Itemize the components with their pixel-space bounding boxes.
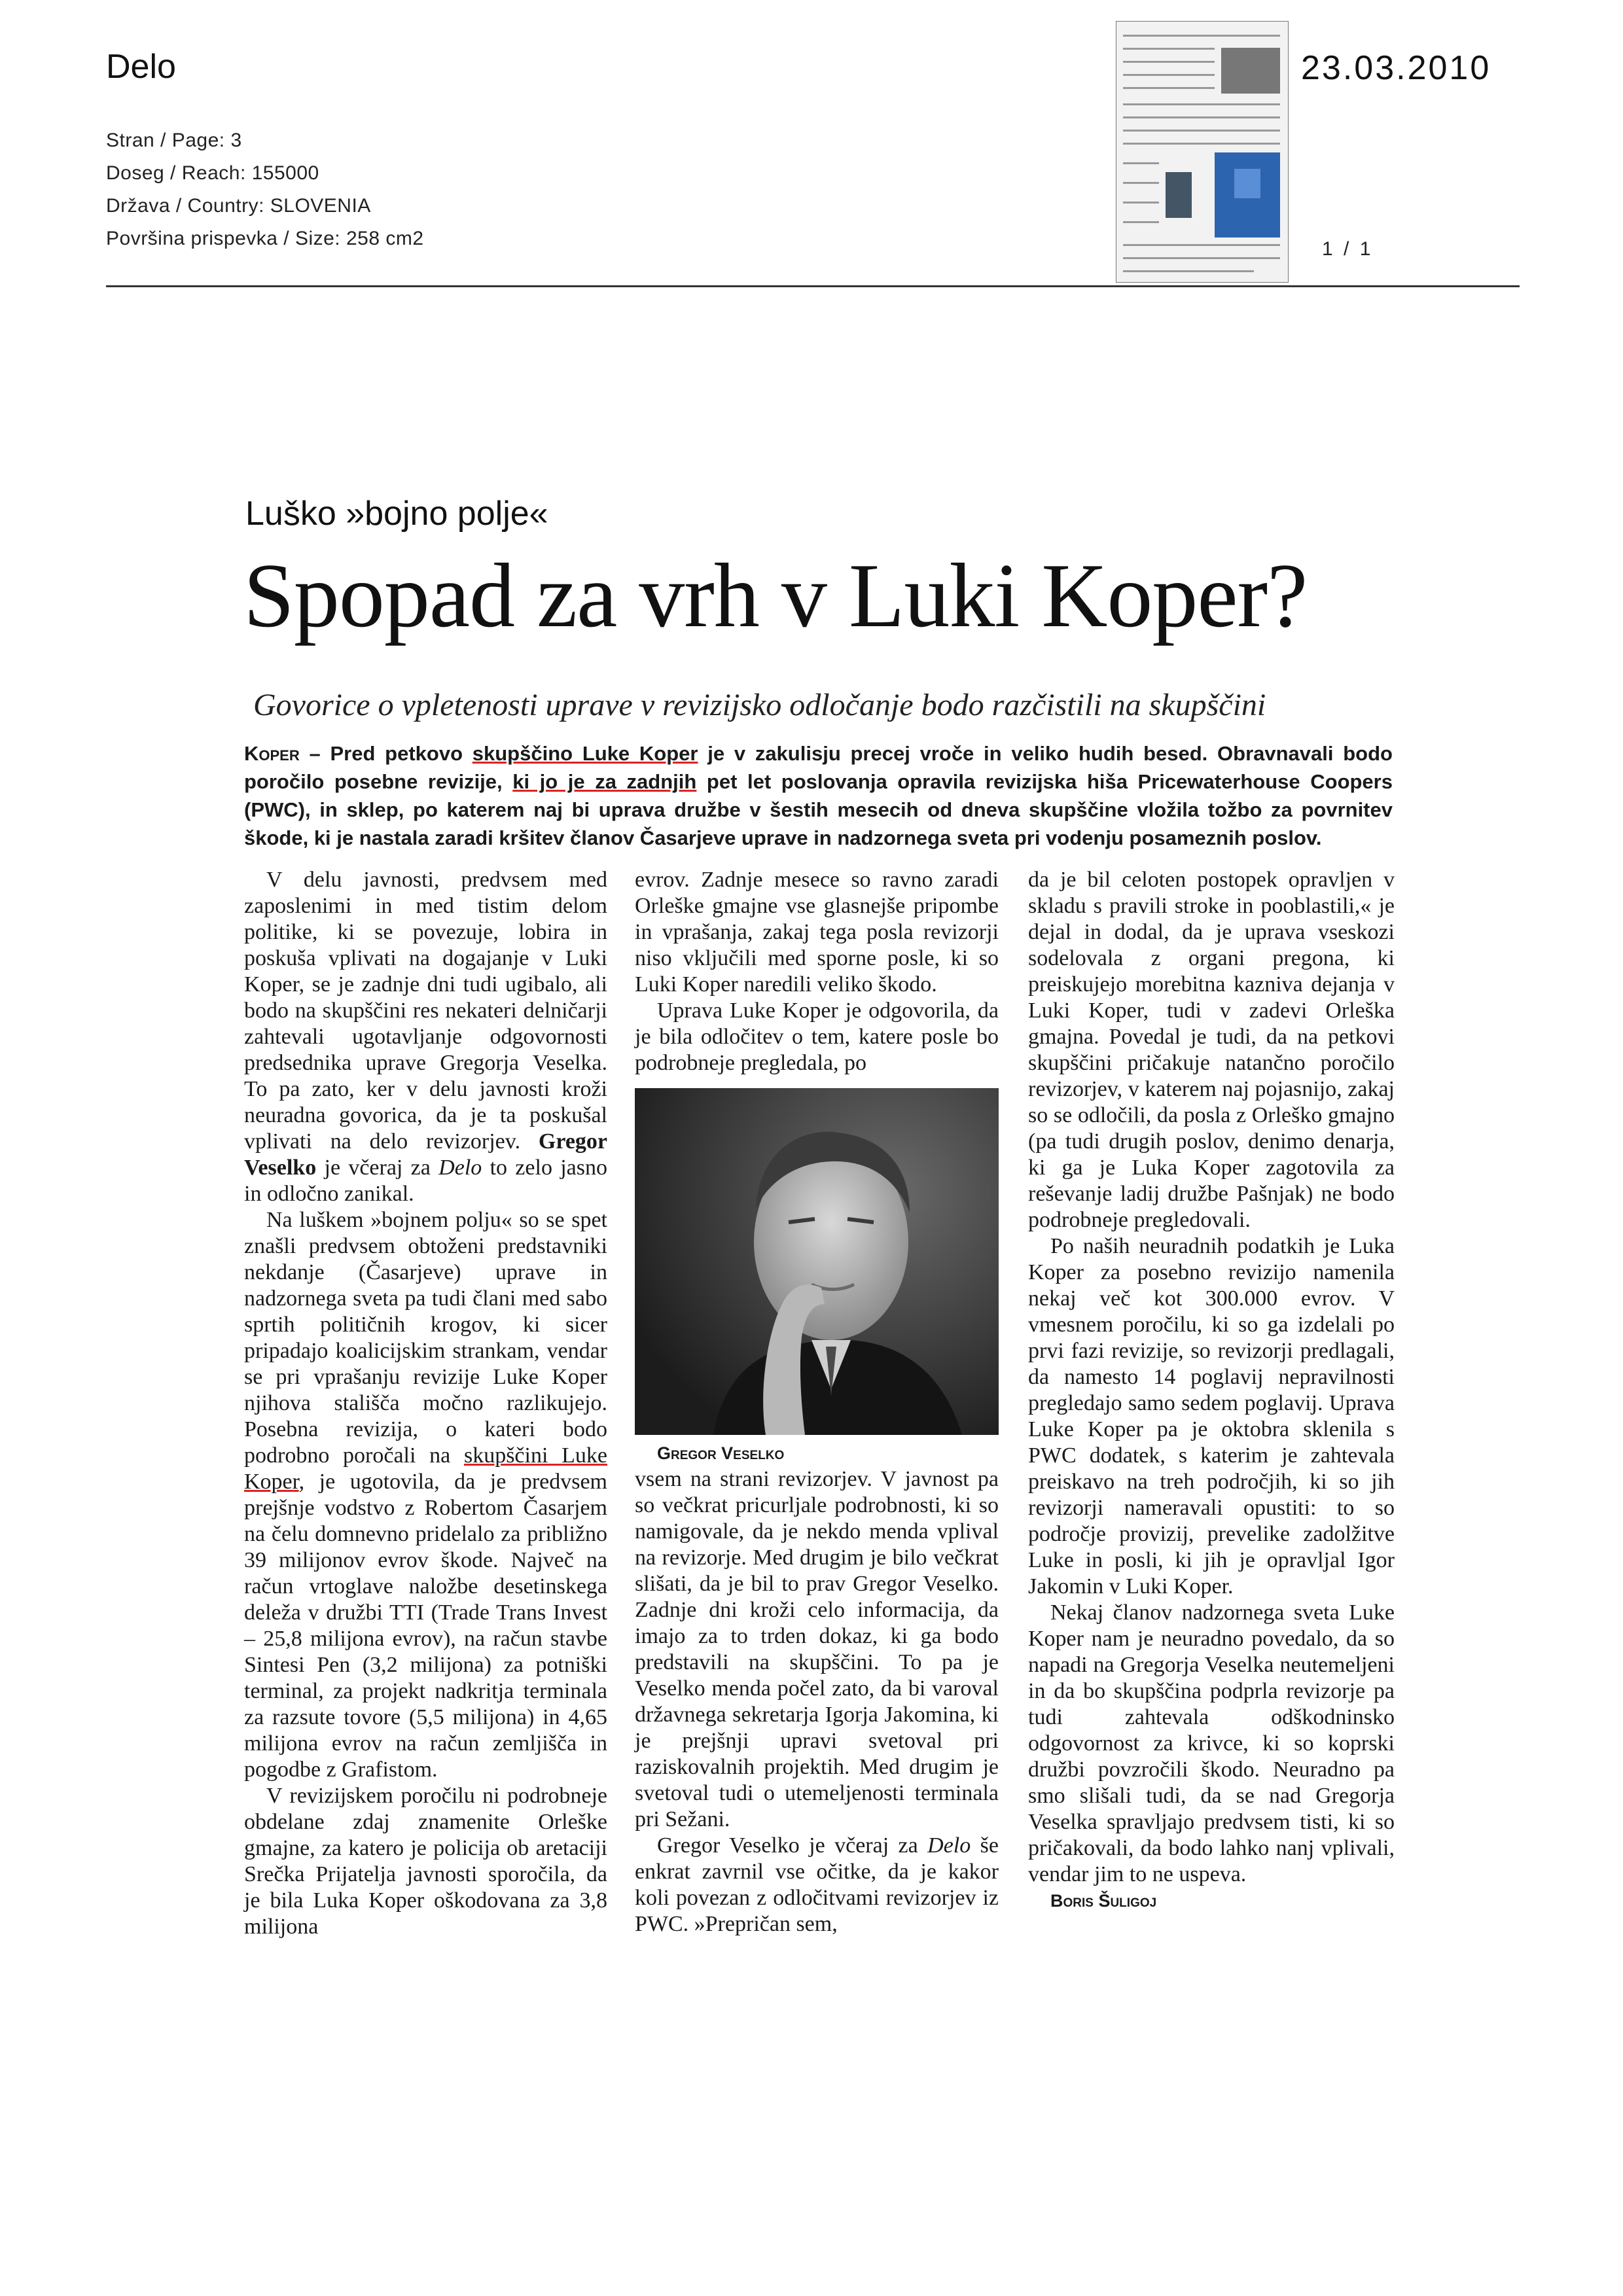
reach-line: Doseg / Reach: 155000 <box>106 162 319 184</box>
lead-text-1: – Pred petkovo <box>299 742 473 765</box>
country-line: Država / Country: SLOVENIA <box>106 195 371 217</box>
lead-text-2: je v zakulisju precej vroče in veliko hudih besed. Obravnavali bodo poročilo posebne revizije, <box>244 742 1393 793</box>
article-column-1 <box>244 867 607 1940</box>
lead-underlined-1: skupščino Luke Koper <box>472 742 698 765</box>
italic-delo: Delo <box>438 1156 482 1180</box>
size-line: Površina prispevka / Size: 258 cm2 <box>106 228 424 249</box>
bold-name: Gregor Veselko <box>244 1129 607 1180</box>
paragraph: evrov. Zadnje mesece so ravno zaradi Orleške gmajne vse glasnejše pripombe in vprašanja, zakaj tega posla revizorji niso vključili med sporne posle, ki so Luki Koper naredili veliko škodo. <box>635 868 999 997</box>
lead-text-3: pet let poslovanja opravila revizijska hiša Pricewaterhouse Coopers (PWC), in sklep, po katerem naj bi uprava družbe v šestih mesecih od dneva skupščine vložila tožbo za povrnitev škode, ki je nastala zaradi kršitev članov Časarjeve uprave in nadzornega sveta pri vodenju posameznih poslov. <box>244 770 1393 849</box>
article-kicker: Luško »bojno polje« <box>245 495 548 533</box>
paragraph: Na luškem »bojnem polju« so se spet znašli predvsem obtoženi predstavniki nekdanje (Časarjeve) uprave in nadzornega sveta pa tudi člani med sabo sprtih političnih krogov, ki sicer pripadajo koalicijskim strankam, vendar se pri vprašanju revizije Luke Koper njihova stališča močno razlikujejo. Posebna revizija, o kateri bodo podrobno poročali na skupščini Luke Koper, je ugotovila, da je predvsem prejšnje vodstvo z Robertom Časarjem na čelu domnevno pridelalo za približno 39 milijonov evrov škode. Največ na račun vrtoglave naložbe desetinskega deleža v družbi TTI (Trade Trans Invest – 25,8 milijona evrov), na račun stavbe Sintesi Pen (3,2 milijona) za potniški terminal, za projekt nadkritja terminala za razsute tovore (5,5 milijona) in 4,65 milijona evrov na račun zemljišča in pogodbe z Grafistom. <box>244 1208 607 1782</box>
publication-name: Delo <box>106 48 176 86</box>
photo-caption: Gregor Veselko <box>657 1443 785 1463</box>
page-line: Stran / Page: 3 <box>106 130 242 151</box>
article-column-2 <box>635 867 999 1937</box>
header-divider <box>106 285 1520 287</box>
article-lead <box>244 739 1393 852</box>
page-thumbnail <box>1116 21 1289 283</box>
clipping-metadata <box>106 124 424 255</box>
portrait-photo <box>635 1088 999 1435</box>
article-subhead: Govorice o vpletenosti uprave v revizijsko odločanje bodo razčistili na skupščini <box>253 688 1266 722</box>
issue-date: 23.03.2010 <box>1301 49 1491 87</box>
paragraph: Po naših neuradnih podatkih je Luka Koper za posebno revizijo namenila nekaj več kot 300.000 evrov. V vmesnem poročilu, ki so ga izdelali po prvi fazi revizije, so revizorji predlagali, da namesto 14 poglavij nepravilnosti pregledajo samo sedem poglavij. Uprava Luke Koper pa je oktobra sklenila s PWC dodatek, s katerim je zahtevala preiskavo na treh področjih, ki so jih revizorji nameravali opustiti: to so področje provizij, prevelike zadolžitve Luke in posli, ki jih je opravljal Igor Jakomin v Luki Koper. <box>1028 1234 1395 1598</box>
article-column-3 <box>1028 867 1395 1914</box>
paragraph: Gregor Veselko je včeraj za Delo še enkrat zavrnil vse očitke, da je kakor koli povezan z odločitvami revizorjev iz PWC. »Prepričan sem, <box>635 1833 999 1936</box>
paragraph: V revizijskem poročilu ni podrobneje obdelane zdaj znamenite Orleške gmajne, za katero je policija ob aretaciji Srečka Prijatelja javnosti sporočila, da je bila Luka Koper oškodovana za 3,8 milijona <box>244 1784 607 1939</box>
paragraph: vsem na strani revizorjev. V javnost pa so večkrat pricurljale podrobnosti, ki so namigovale, da je nekdo menda vplival na revizorje. Med drugim je bilo večkrat slišati, da je bil to prav Gregor Veselko. Zadnje dni kroži celo informacija, da imajo za to trden dokaz, ki ga bodo predstavili na skupščini. To pa je Veselko menda počel zato, da bi varoval državnega sekretarja Igorja Jakomina, ki je prejšnji upravi svetoval pri raziskovalnih projektih. Med drugim je svetoval tudi o utemeljenosti terminala pri Sežani. <box>635 1467 999 1831</box>
paragraph: Nekaj članov nadzornega sveta Luke Koper nam je neuradno povedalo, da so napadi na Gregorja Veselka neutemeljeni in da bo skupščina podprla revizorje pa tudi zahtevala odškodninsko odgovornost za krivce, ki so koprski družbi povzročili škodo. Neuradno pa smo slišali tudi, da se nad Gregorja Veselka spravljajo predvsem tisti, ki so pričakovali, da bodo lahko nanj vplivali, vendar jim to ne uspeva. <box>1028 1600 1395 1886</box>
paragraph: V delu javnosti, predvsem med zaposlenimi in med tistim delom politike, ki se povezuje, lobira in poskuša vplivati na dogajanje v Luki Koper, se je zadnje dni tudi ugibalo, ali bodo na skupščini res nekateri delničarji zahtevali ugotavljanje odgovornosti predsednika uprave Gregorja Veselka. To pa zato, ker v delu javnosti kroži neuradna govorica, da je ta poskušal vplivati na delo revizorjev. Gregor Veselko je včeraj za Delo to zelo jasno in odločno zanikal. <box>244 868 608 1206</box>
article-headline: Spopad za vrh v Luki Koper? <box>243 545 1308 646</box>
paragraph: da je bil celoten postopek opravljen v skladu s pravili stroke in pooblastili,« je dejal in dodal, da je uprava vseskozi sodelovala z organi pregona, ki preiskujejo morebitna kazniva dejanja v Luki Koper, tudi v zadevi Orleška gmajna. Povedal je tudi, da na petkovi skupščini pričakuje natančno poročilo revizorjev, v katerem naj pojasnijo, zakaj so se odločili, da posla z Orleško gmajno (pa tudi drugih poslov, denimo denarja, ki ga je Luka Koper zagotovila za reševanje ladij družbe Pašnjak) ne bodo podrobneje pregledovali. <box>1028 868 1395 1232</box>
lead-dateline: Koper <box>244 742 300 765</box>
paragraph: Uprava Luke Koper je odgovorila, da je bila odločitev o tem, katere posle bo podrobneje pregledala, po <box>635 998 999 1075</box>
italic-delo: Delo <box>927 1833 971 1858</box>
page-count: 1 / 1 <box>1322 238 1374 260</box>
underlined-text: skupščini Luke Koper <box>244 1443 607 1494</box>
lead-underlined-2: ki jo je za zadnjih <box>512 770 697 793</box>
author-byline: Boris Šuligoj <box>1050 1891 1157 1911</box>
